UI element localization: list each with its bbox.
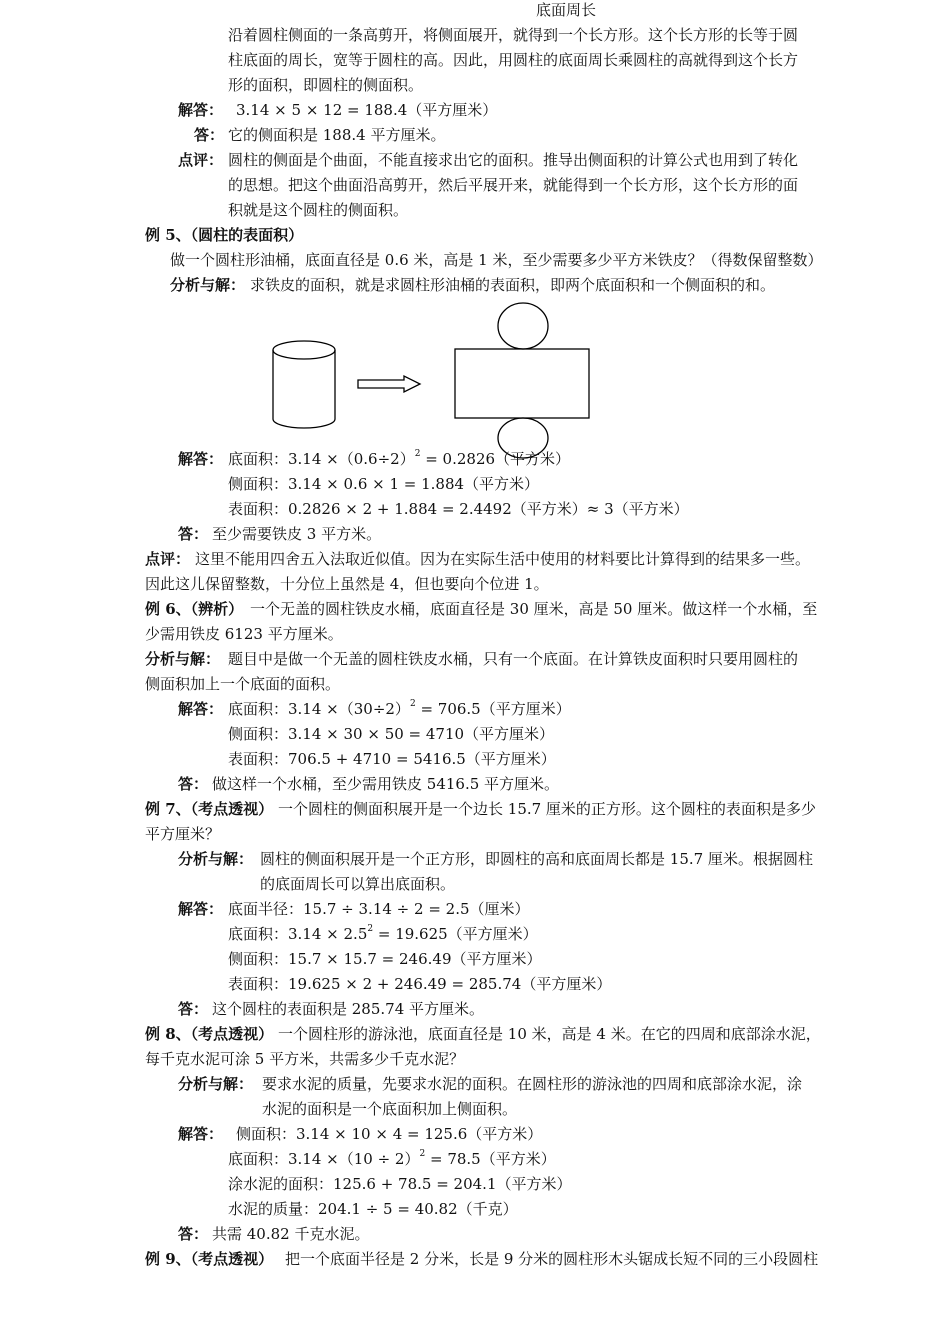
example-9-title: 例 9、（考点透视） bbox=[145, 1250, 274, 1268]
comment-line: 积就是这个圆柱的侧面积。 bbox=[228, 201, 409, 219]
answer-label: 答： bbox=[178, 1000, 209, 1018]
example-9-question: 把一个底面半径是 2 分米，长是 9 分米的圆柱形木头锯成长短不同的三小段圆柱 bbox=[285, 1250, 819, 1268]
solution-line: 底面积：$3.14 \times(30\div 2)^2 = 706.5$（平方厘米） bbox=[228, 699, 571, 718]
solution-line: 侧面积：3.14 × 0.6 × 1 = 1.884（平方米） bbox=[228, 475, 540, 493]
example-5-title: 例 5、（圆柱的表面积） bbox=[145, 226, 304, 244]
analysis-line: 题目中是做一个无盖的圆柱铁皮水桶，只有一个底面。在计算铁皮面积时只要用圆柱的 bbox=[228, 650, 799, 668]
solution-line: 底面积：$3.14 \times(0.6\div 2)^2 = 0.2826$（平方米） bbox=[228, 449, 571, 468]
answer-label: 答： bbox=[178, 775, 209, 793]
solution-label: 解答： bbox=[178, 450, 224, 468]
answer-line: 做这样一个水桶，至少需用铁皮 5416.5 平方厘米。 bbox=[212, 775, 560, 793]
example-7-question: 平方厘米？ bbox=[145, 825, 221, 843]
answer-line: 共需 40.82 千克水泥。 bbox=[212, 1225, 370, 1243]
example-5-question: 做一个圆柱形油桶，底面直径是 0.6 米，高是 1 米，至少需要多少平方米铁皮？（得数保留整数） bbox=[170, 251, 823, 269]
solution-label: 解答： bbox=[178, 1125, 224, 1143]
answer-line: 这个圆柱的表面积是 285.74 平方厘米。 bbox=[212, 1000, 485, 1018]
comment-line: 的思想。把这个曲面沿高剪开，然后平展开来，就能得到一个长方形，这个长方形的面 bbox=[228, 176, 799, 194]
solution-line: 3.14 × 5 × 12 = 188.4（平方厘米） bbox=[236, 101, 498, 119]
analysis-line: 水泥的面积是一个底面积加上侧面积。 bbox=[262, 1100, 518, 1118]
answer-label: 答： bbox=[178, 1225, 209, 1243]
solution-line: 侧面积：3.14 × 30 × 50 = 4710（平方厘米） bbox=[228, 725, 555, 743]
analysis-label: 分析与解： bbox=[145, 650, 221, 668]
comment-line: 因此这儿保留整数，十分位上虽然是 4，但也要向个位进 1。 bbox=[145, 575, 549, 593]
text-line: 形的面积，即圆柱的侧面积。 bbox=[228, 76, 424, 94]
solution-line: 水泥的质量：204.1 ÷ 5 = 40.82（千克） bbox=[228, 1200, 518, 1218]
comment-label: 点评： bbox=[178, 151, 224, 169]
analysis-line: 求铁皮的面积，就是求圆柱形油桶的表面积，即两个底面积和一个侧面积的和。 bbox=[250, 276, 776, 294]
answer-line: 它的侧面积是 188.4 平方厘米。 bbox=[228, 126, 446, 144]
example-6-title: 例 6、（辨析） bbox=[145, 600, 244, 618]
text-line: 沿着圆柱侧面的一条高剪开，将侧面展开，就得到一个长方形。这个长方形的长等于圆 bbox=[228, 26, 799, 44]
solution-line: 表面积：706.5 + 4710 = 5416.5（平方厘米） bbox=[228, 750, 556, 768]
analysis-label: 分析与解： bbox=[178, 850, 254, 868]
text-line: 柱底面的周长，宽等于圆柱的高。因此，用圆柱的底面周长乘圆柱的高就得到这个长方 bbox=[228, 51, 799, 69]
example-7-title: 例 7、（考点透视） bbox=[145, 800, 274, 818]
solution-label: 解答： bbox=[178, 101, 224, 119]
solution-line: 表面积：0.2826 × 2 + 1.884 = 2.4492（平方米）≈ 3（平方米） bbox=[228, 500, 689, 518]
solution-line: 侧面积：15.7 × 15.7 = 246.49（平方厘米） bbox=[228, 950, 542, 968]
net-rectangle bbox=[455, 349, 589, 418]
solution-label: 解答： bbox=[178, 700, 224, 718]
analysis-label: 分析与解： bbox=[170, 276, 246, 294]
answer-line: 至少需要铁皮 3 平方米。 bbox=[212, 525, 382, 543]
analysis-line: 的底面周长可以算出底面积。 bbox=[260, 875, 456, 893]
solution-line: 表面积：19.625 × 2 + 246.49 = 285.74（平方厘米） bbox=[228, 975, 612, 993]
solution-line: 底面半径：15.7 ÷ 3.14 ÷ 2 = 2.5（厘米） bbox=[228, 900, 530, 918]
comment-line: 这里不能用四舍五入法取近似值。因为在实际生活中使用的材料要比计算得到的结果多一些。 bbox=[195, 550, 811, 568]
cylinder-top-ellipse bbox=[273, 341, 335, 359]
example-7-question: 一个圆柱的侧面积展开是一个边长 15.7 厘米的正方形。这个圆柱的表面积是多少 bbox=[278, 800, 816, 818]
answer-label: 答： bbox=[194, 126, 225, 144]
solution-line: 底面积：$3.14 \times 2.5^2 = 19.625$（平方厘米） bbox=[228, 924, 538, 943]
solution-line: 底面积：$3.14 \times(10 \div 2)^2 = 78.5$（平方米） bbox=[228, 1149, 556, 1168]
analysis-line: 圆柱的侧面积展开是一个正方形，即圆柱的高和底面周长都是 15.7 厘米。根据圆柱 bbox=[260, 850, 813, 868]
page-header: 底面周长 bbox=[536, 1, 597, 19]
comment-label: 点评： bbox=[145, 550, 191, 568]
solution-line: 涂水泥的面积：125.6 + 78.5 = 204.1（平方米） bbox=[228, 1175, 572, 1193]
analysis-line: 侧面积加上一个底面的面积。 bbox=[145, 675, 341, 693]
example-8-question: 一个圆柱形的游泳池，底面直径是 10 米，高是 4 米。在它的四周和底部涂水泥， bbox=[278, 1025, 821, 1043]
example-8-title: 例 8、（考点透视） bbox=[145, 1025, 274, 1043]
net-top-circle bbox=[498, 303, 548, 349]
analysis-label: 分析与解： bbox=[178, 1075, 254, 1093]
example-6-question: 少需用铁皮 6123 平方厘米。 bbox=[145, 625, 343, 643]
answer-label: 答： bbox=[178, 525, 209, 543]
cylinder-bottom-arc bbox=[273, 419, 335, 428]
example-6-question: 一个无盖的圆柱铁皮水桶，底面直径是 30 厘米，高是 50 厘米。做这样一个水桶，至 bbox=[250, 600, 818, 618]
analysis-line: 要求水泥的质量，先要求水泥的面积。在圆柱形的游泳池的四周和底部涂水泥，涂 bbox=[262, 1075, 803, 1093]
arrow-shape bbox=[358, 376, 420, 392]
comment-line: 圆柱的侧面是个曲面，不能直接求出它的面积。推导出侧面积的计算公式也用到了转化 bbox=[228, 151, 799, 169]
solution-line: 侧面积：3.14 × 10 × 4 = 125.6（平方米） bbox=[236, 1125, 543, 1143]
example-8-question: 每千克水泥可涂 5 平方米，共需多少千克水泥？ bbox=[145, 1050, 465, 1068]
solution-label: 解答： bbox=[178, 900, 224, 918]
